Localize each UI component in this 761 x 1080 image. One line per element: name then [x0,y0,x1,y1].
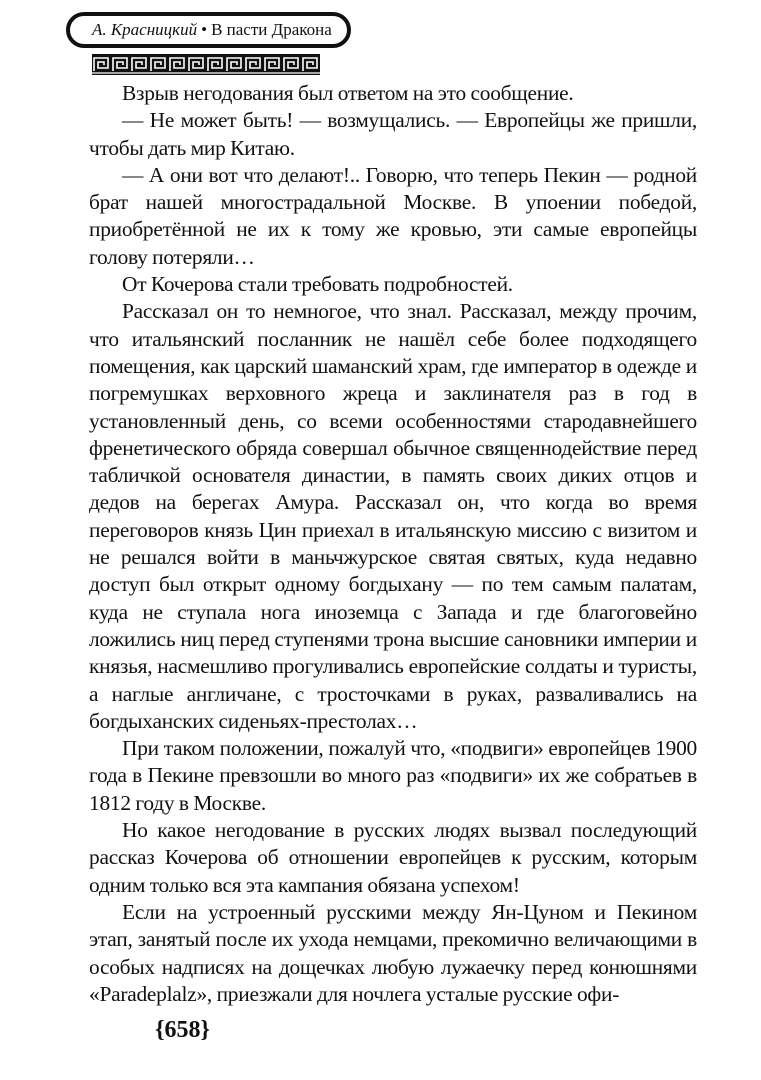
page-number: {658} [155,1017,210,1043]
paragraph: Взрыв негодования был ответом на это сообщение. [122,81,574,105]
paragraph: Если на устроенный русскими между Ян-Цуном и Пекином этап, занятый после их ухода немцами, прекомично величающими в особых надписях на дощечках любую лужаечку перед конюшнями «Paradeplalz», приезжали для ночлега усталые русские офи- [89,899,697,1006]
paragraph: От Кочерова стали требовать подробностей. [122,272,513,297]
header-separator: • [201,20,208,39]
paragraph: Рассказал он то немногое, что знал. Рассказал, между прочим, что итальянский посланник не нашёл себе более подходящего помещения, как царский шаманский храм, где император в одежде и погремушках верховного жреца и заклинателя раз в год в установленный день, со всеми особенностями стародавнейшего френетического обряда совершал обычное священнодействие перед табличкой основателя династии, в память своих диких отцов и дедов на берегах Амура. Рассказал он, что когда во время переговоров князь Цин приехал в итальянскую миссию с визитом и не решался войти в маньчжурское святая святых, куда недавно доступ был открыт одному богдыхану — по тем самым палатам, куда не ступала нога иноземца с Запада и где благоговейно ложились ниц перед ступенями трона высшие сановники империи и князья, насмешливо прогуливались европейские солдаты и туристы, а наглые англичане, с тросточками в руках, разваливались на богдыханских сиденьях-престолах… [89,299,697,733]
running-header [66,12,351,48]
paragraph: — Не может быть! — возмущались. — Европейцы же пришли, чтобы дать мир Китаю. [89,108,697,160]
header-author: А. Красницкий [92,20,198,39]
body-text [89,80,697,1008]
greek-key-ornament-icon [92,54,320,75]
paragraph: — А они вот что делают!.. Говорю, что теперь Пекин — родной брат нашей многострадальной Москве. В упоении победой, приобретённой не их к тому же кровью, эти самые европейцы голову потеряли… [89,162,697,269]
paragraph: Но какое негодование в русских людях вызвал последующий рассказ Кочерова об отношении европейцев к русским, которым одним только вся эта кампания обязана успехом! [89,818,697,897]
header-title: В пасти Дракона [211,20,332,39]
paragraph: При таком положении, пожалуй что, «подвиги» европейцев 1900 года в Пекине превзошли во много раз «подвиги» их же собратьев в 1812 году в Москве. [89,736,697,815]
